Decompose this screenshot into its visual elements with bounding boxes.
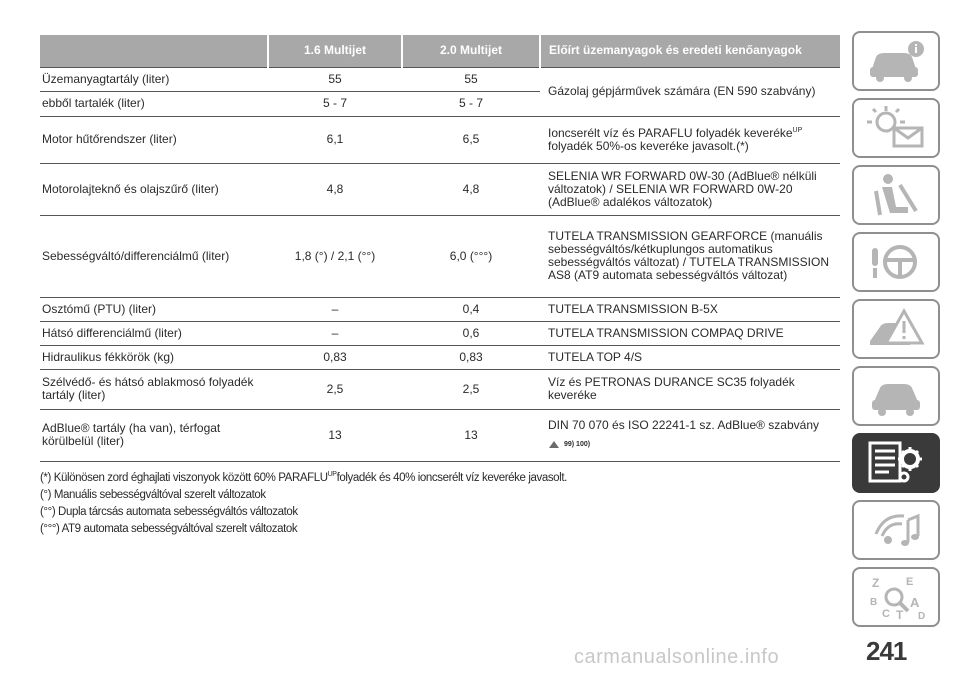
row-item: Sebességváltó/differenciálmű (liter)	[40, 215, 268, 297]
row-value-2-0: 5 - 7	[402, 91, 540, 116]
row-item: ebből tartalék (liter)	[40, 91, 268, 116]
tab-warning-lights[interactable]	[852, 98, 940, 158]
warning-lights-icon	[864, 104, 928, 152]
tab-car-info[interactable]	[852, 31, 940, 91]
row-spec: SELENIA WR FORWARD 0W-30 (AdBlue® nélküli változatok) / SELENIA WR FORWARD 0W-20 (AdBlue® adalékos változatok)	[540, 163, 840, 215]
row-spec	[540, 116, 840, 163]
table-row	[40, 321, 840, 345]
steering-wheel-icon	[864, 238, 928, 286]
footnote-1	[40, 470, 840, 487]
row-spec	[540, 409, 840, 461]
row-value-2-0: 55	[402, 67, 540, 91]
tab-emergency[interactable]	[852, 299, 940, 359]
row-value-2-0: 2,5	[402, 369, 540, 409]
spec-sup: UP	[792, 126, 803, 134]
row-value-2-0: 0,83	[402, 345, 540, 369]
car-maintenance-icon	[864, 372, 928, 420]
spec-text-b: folyadék 50%-os keveréke javasolt.	[548, 138, 737, 153]
row-value-2-0: 0,4	[402, 297, 540, 321]
row-value-1-6: –	[268, 297, 402, 321]
row-spec: TUTELA TOP 4/S	[540, 345, 840, 369]
row-value-2-0: 13	[402, 409, 540, 461]
car-info-icon	[864, 37, 928, 85]
spec-text: DIN 70 070 és ISO 22241-1 sz. AdBlue® szabvány	[548, 418, 819, 432]
spec-footnote-mark: (*)	[736, 138, 749, 153]
row-spec: TUTELA TRANSMISSION COMPAQ DRIVE	[540, 321, 840, 345]
row-value-1-6: 4,8	[268, 163, 402, 215]
page-number: 241	[866, 636, 907, 666]
footnote-4: (°°°) AT9 automata sebességváltóval szerelt változatok	[40, 523, 298, 535]
table-row	[40, 345, 840, 369]
footnote-1-text-a: (*) Különösen zord éghajlati viszonyok között 60% PARAFLU	[40, 472, 328, 484]
row-value-2-0: 6,5	[402, 116, 540, 163]
header-2-0-multijet: 2.0 Multijet	[402, 35, 540, 67]
tab-maintenance[interactable]	[852, 366, 940, 426]
table-row	[40, 163, 840, 215]
footnotes	[40, 470, 840, 538]
table-row	[40, 215, 840, 297]
footnote-1-sup: UP	[327, 471, 337, 479]
footnote-1-text-b: folyadék és 40% ioncserélt víz keveréke javasolt.	[336, 472, 567, 484]
warning-reference-text: 99) 100)	[564, 441, 591, 448]
svg-text:T: T	[896, 608, 904, 621]
svg-text:E: E	[906, 576, 914, 588]
row-value-1-6: 1,8 (°) / 2,1 (°°)	[268, 215, 402, 297]
header-prescribed-fluids: Előírt üzemanyagok és eredeti kenőanyagok	[540, 35, 840, 67]
warning-reference	[548, 438, 834, 451]
row-value-1-6: 6,1	[268, 116, 402, 163]
warning-triangle-icon	[548, 440, 560, 449]
row-value-2-0: 6,0 (°°°)	[402, 215, 540, 297]
row-value-1-6: 2,5	[268, 369, 402, 409]
spec-text-a: Ioncserélt víz és PARAFLU folyadék keveréke	[548, 125, 793, 140]
row-value-2-0: 4,8	[402, 163, 540, 215]
table-row	[40, 369, 840, 409]
svg-text:D: D	[918, 611, 926, 621]
technical-data-icon	[864, 439, 928, 487]
table-row	[40, 116, 840, 163]
index-alphabet-icon	[864, 573, 928, 621]
header-1-6-multijet: 1.6 Multijet	[268, 35, 402, 67]
tab-index[interactable]	[852, 567, 940, 627]
row-item: Motor hűtőrendszer (liter)	[40, 116, 268, 163]
row-value-1-6: 13	[268, 409, 402, 461]
safety-seatbelt-icon	[864, 171, 928, 219]
svg-text:B: B	[870, 597, 878, 608]
table-row	[40, 67, 840, 91]
svg-text:Z: Z	[872, 576, 880, 590]
tab-technical-data[interactable]	[852, 433, 940, 493]
row-value-1-6: 5 - 7	[268, 91, 402, 116]
row-spec: Víz és PETRONAS DURANCE SC35 folyadék keveréke	[540, 369, 840, 409]
watermark: carmanualsonline.info	[574, 646, 780, 668]
tab-safety[interactable]	[852, 165, 940, 225]
chapter-tabs	[852, 31, 940, 634]
footnote-2: (°) Manuális sebességváltóval szerelt változatok	[40, 489, 266, 501]
row-value-2-0: 0,6	[402, 321, 540, 345]
tab-steering[interactable]	[852, 232, 940, 292]
row-item: AdBlue® tartály (ha van), térfogat körülbelül (liter)	[40, 409, 268, 461]
svg-text:C: C	[882, 608, 890, 620]
row-item: Osztómű (PTU) (liter)	[40, 297, 268, 321]
row-item: Hátsó differenciálmű (liter)	[40, 321, 268, 345]
tab-multimedia[interactable]	[852, 500, 940, 560]
row-item: Hidraulikus fékkörök (kg)	[40, 345, 268, 369]
svg-text:A: A	[910, 595, 920, 610]
emergency-road-icon	[864, 305, 928, 353]
row-spec: TUTELA TRANSMISSION B-5X	[540, 297, 840, 321]
header-item	[40, 35, 268, 67]
table-header-row	[40, 35, 840, 67]
row-value-1-6: 0,83	[268, 345, 402, 369]
row-value-1-6: –	[268, 321, 402, 345]
row-item: Motorolajteknő és olajszűrő (liter)	[40, 163, 268, 215]
table-row	[40, 297, 840, 321]
row-item: Üzemanyagtartály (liter)	[40, 67, 268, 91]
row-spec: TUTELA TRANSMISSION GEARFORCE (manuális sebességváltós/kétkuplungos automatikus sebességváltós változat) / TUTELA TRANSMISSION AS8 (AT9 automata sebességváltós változat)	[540, 215, 840, 297]
row-item: Szélvédő- és hátsó ablakmosó folyadék tartály (liter)	[40, 369, 268, 409]
footnote-3: (°°) Dupla tárcsás automata sebességváltós változatok	[40, 506, 298, 518]
row-value-1-6: 55	[268, 67, 402, 91]
table-row	[40, 409, 840, 461]
row-spec: Gázolaj gépjárművek számára (EN 590 szabvány)	[540, 67, 840, 116]
fluids-capacity-table	[40, 35, 840, 462]
multimedia-icon	[864, 506, 928, 554]
